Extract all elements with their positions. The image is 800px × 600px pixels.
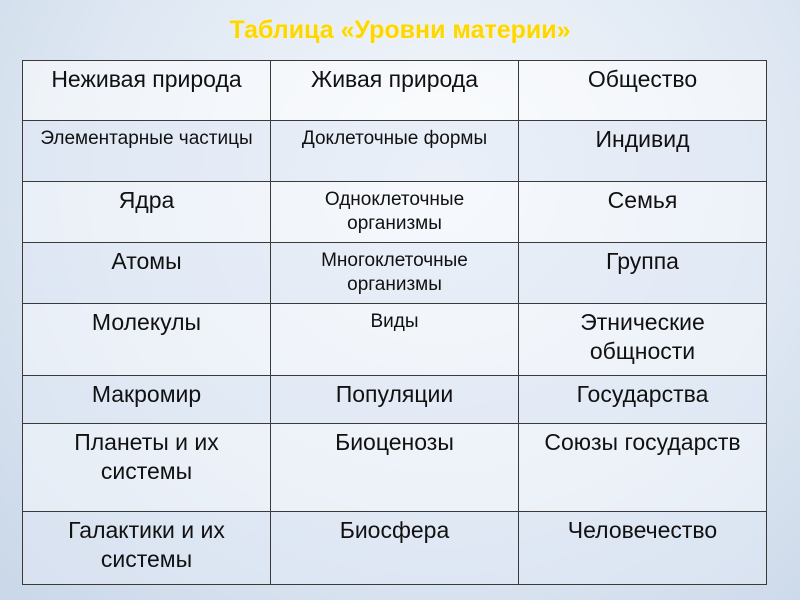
table-cell: Макромир [23,376,271,424]
table-cell: Ядра [23,182,271,243]
table-header-row [23,61,767,121]
matter-levels-table [22,60,767,585]
table-row [23,243,767,304]
table-row [23,121,767,182]
header-cell-inanimate: Неживая природа [23,61,271,121]
table-cell: Галактики и их системы [23,512,271,585]
table-row [23,182,767,243]
table-cell: Популяции [271,376,519,424]
table-cell: Индивид [519,121,767,182]
table-cell: Виды [271,304,519,376]
table-cell: Биоценозы [271,424,519,512]
table-cell: Многоклеточные организмы [271,243,519,304]
table-cell: Доклеточные формы [271,121,519,182]
table-row [23,304,767,376]
table-cell: Одноклеточные организмы [271,182,519,243]
page-title: Таблица «Уровни материи» [229,16,571,44]
table-row [23,424,767,512]
table-cell: Союзы государств [519,424,767,512]
table-cell: Планеты и их системы [23,424,271,512]
table-cell: Человечество [519,512,767,585]
table-row [23,512,767,585]
table-row [23,376,767,424]
table-cell: Молекулы [23,304,271,376]
table-cell: Семья [519,182,767,243]
table-cell: Этнические общности [519,304,767,376]
table-cell: Атомы [23,243,271,304]
header-cell-living: Живая природа [271,61,519,121]
table-cell: Элементарные частицы [23,121,271,182]
table-cell: Биосфера [271,512,519,585]
table-cell: Группа [519,243,767,304]
table-cell: Государства [519,376,767,424]
header-cell-society: Общество [519,61,767,121]
